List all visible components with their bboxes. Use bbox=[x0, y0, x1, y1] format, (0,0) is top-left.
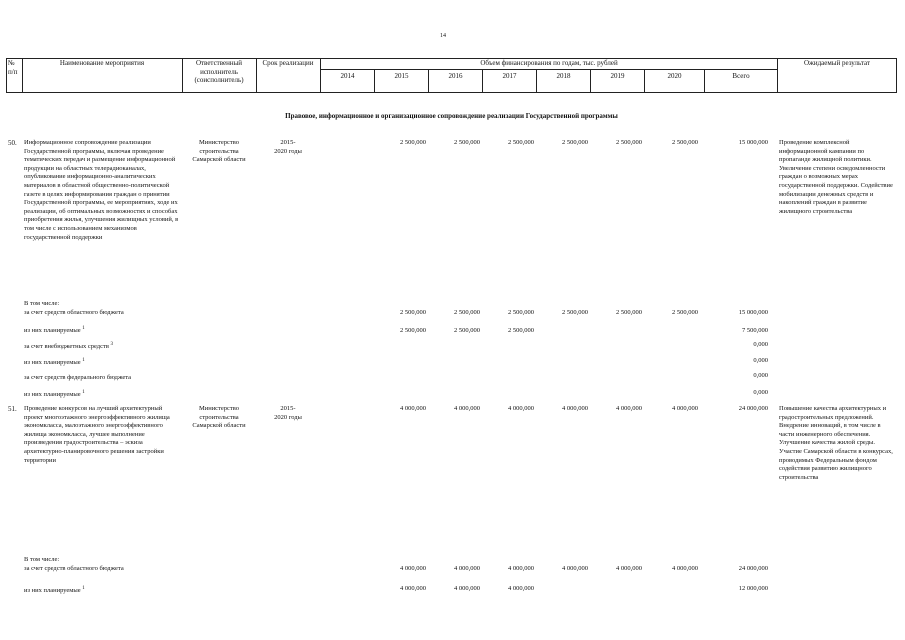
header-total: Всего bbox=[732, 72, 750, 80]
header-year-2017: 2017 bbox=[502, 72, 517, 80]
row-executor: Министерство строительства Самарской области bbox=[192, 405, 246, 430]
row-executor: Министерство строительства Самарской области bbox=[192, 139, 246, 164]
sub-row-label: из них планируемые $^1$ bbox=[24, 357, 85, 366]
header-year-2015: 2015 bbox=[394, 72, 409, 80]
sub-row-value-2018: 4 000,000 bbox=[562, 565, 588, 572]
row-value-2020: 4 000,000 bbox=[672, 405, 698, 412]
sub-row-value-2016: 4 000,000 bbox=[454, 565, 480, 572]
sub-row-value-2016: 4 000,000 bbox=[454, 585, 480, 592]
sub-row-label: за счет средств областного бюджета bbox=[24, 565, 124, 572]
sub-row-value-2017: 4 000,000 bbox=[508, 565, 534, 572]
row-value-2016: 2 500,000 bbox=[454, 139, 480, 146]
page-number: 14 bbox=[440, 33, 446, 39]
sub-row-value-2015: 2 500,000 bbox=[400, 327, 426, 334]
sub-row-value-total: 0,000 bbox=[753, 372, 768, 379]
sub-row-value-2020: 4 000,000 bbox=[672, 565, 698, 572]
sub-row-value-2016: 2 500,000 bbox=[454, 309, 480, 316]
row-name: Информационное сопровождение реализации Государственной программы, включая проведение тематических передач и размещение информационной продукции на областных телерадиоканалах, опубликование информационно-аналитических материалов в областной общественно-политической газете в целях информирования граждан о принятии Государственной программы, ее мероприятиях, ходе их реализации, об оптимальных возможностях и способах приобретения жилья, улучшения жилищных условий, в том числе с использованием механизмов государственной поддержки bbox=[24, 139, 179, 241]
header-year-2018: 2018 bbox=[556, 72, 571, 80]
sub-row-value-2017: 2 500,000 bbox=[508, 327, 534, 334]
sub-row-value-total: 12 000,000 bbox=[738, 585, 768, 592]
sub-row-label: за счет внебюджетных средств $^3$ bbox=[24, 341, 114, 350]
header-number: № п/п bbox=[8, 59, 18, 76]
row-value-2020: 2 500,000 bbox=[672, 139, 698, 146]
sub-row-value-2018: 2 500,000 bbox=[562, 309, 588, 316]
header-financing: Объем финансирования по годам, тыс. рублей bbox=[480, 59, 618, 67]
row-number: 51. bbox=[8, 405, 17, 413]
header-result: Ожидаемый результат bbox=[803, 59, 871, 67]
sub-row-value-total: 0,000 bbox=[753, 357, 768, 364]
header-year-2016: 2016 bbox=[448, 72, 463, 80]
sub-header: В том числе: bbox=[24, 556, 60, 563]
sub-row-value-2016: 2 500,000 bbox=[454, 327, 480, 334]
sub-row-value-2017: 4 000,000 bbox=[508, 585, 534, 592]
row-period: 2015- 2020 годы bbox=[274, 139, 302, 155]
row-value-2016: 4 000,000 bbox=[454, 405, 480, 412]
row-value-2018: 4 000,000 bbox=[562, 405, 588, 412]
sub-row-value-2015: 4 000,000 bbox=[400, 565, 426, 572]
sub-row-value-total: 0,000 bbox=[753, 389, 768, 396]
row-number: 50. bbox=[8, 139, 17, 147]
sub-row-label: из них планируемые $^1$ bbox=[24, 389, 85, 398]
row-value-total: 15 000,000 bbox=[738, 139, 768, 146]
row-value-2018: 2 500,000 bbox=[562, 139, 588, 146]
sub-row-value-total: 24 000,000 bbox=[738, 565, 768, 572]
sub-row-value-total: 7 500,000 bbox=[742, 327, 768, 334]
row-value-2017: 2 500,000 bbox=[508, 139, 534, 146]
footnote-mark: 1 bbox=[82, 389, 85, 395]
row-result: Повышение качества архитектурных и градостроительных предложений. Внедрение инноваций, в том числе в части инженерного обеспечения. Улучшение качества жилой среды. Участие Самарской области в конкурсах, проводимых Федеральным фондом содействия развитию жилищного строительства bbox=[779, 405, 893, 481]
footnote-mark: 3 bbox=[110, 341, 114, 347]
header-name: Наименование мероприятия bbox=[59, 59, 145, 67]
header-executor: Ответственный исполнитель (соисполнитель) bbox=[194, 59, 244, 85]
sub-row-label: за счет средств федерального бюджета bbox=[24, 374, 132, 381]
row-value-2019: 2 500,000 bbox=[616, 139, 642, 146]
sub-row-value-2019: 4 000,000 bbox=[616, 565, 642, 572]
sub-row-label: за счет средств областного бюджета bbox=[24, 309, 124, 316]
row-value-2015: 2 500,000 bbox=[400, 139, 426, 146]
sub-row-value-2015: 2 500,000 bbox=[400, 309, 426, 316]
header-year-2014: 2014 bbox=[340, 72, 355, 80]
row-value-total: 24 000,000 bbox=[738, 405, 768, 412]
row-period: 2015- 2020 годы bbox=[274, 405, 302, 421]
row-value-2017: 4 000,000 bbox=[508, 405, 534, 412]
header-period: Срок реализации bbox=[262, 59, 314, 67]
row-result: Проведение комплексной информационной кампании по пропаганде жилищной политики. Увеличение степени осведомленности граждан о возможных мерах государственной поддержки. Содействие мобилизации денежных средств и накоплений граждан в развитие жилищного строительства bbox=[779, 139, 893, 215]
header-year-2019: 2019 bbox=[610, 72, 625, 80]
footnote-mark: 1 bbox=[82, 325, 85, 331]
sub-row-label: из них планируемые $^1$ bbox=[24, 585, 85, 594]
sub-row-value-total: 0,000 bbox=[753, 341, 768, 348]
sub-row-value-2020: 2 500,000 bbox=[672, 309, 698, 316]
sub-header: В том числе: bbox=[24, 300, 60, 307]
section-title: Правовое, информационное и организационное сопровождение реализации Государственной программы bbox=[285, 112, 618, 120]
row-value-2015: 4 000,000 bbox=[400, 405, 426, 412]
row-name: Проведение конкурсов на лучший архитектурный проект многоэтажного энергоэффективного жилища экономкласса, малоэтажного энергоэффективного жилища экономкласса, лучшее выполнение произведения градостроительства – эскиза архитектурно-планировочного решения застройки территории bbox=[24, 405, 170, 464]
sub-row-value-total: 15 000,000 bbox=[738, 309, 768, 316]
sub-row-label: из них планируемые $^1$ bbox=[24, 325, 85, 334]
footnote-mark: 1 bbox=[82, 357, 85, 363]
sub-row-value-2015: 4 000,000 bbox=[400, 585, 426, 592]
sub-row-value-2017: 2 500,000 bbox=[508, 309, 534, 316]
sub-row-value-2019: 2 500,000 bbox=[616, 309, 642, 316]
footnote-mark: 1 bbox=[82, 585, 85, 591]
header-year-2020: 2020 bbox=[667, 72, 682, 80]
row-value-2019: 4 000,000 bbox=[616, 405, 642, 412]
